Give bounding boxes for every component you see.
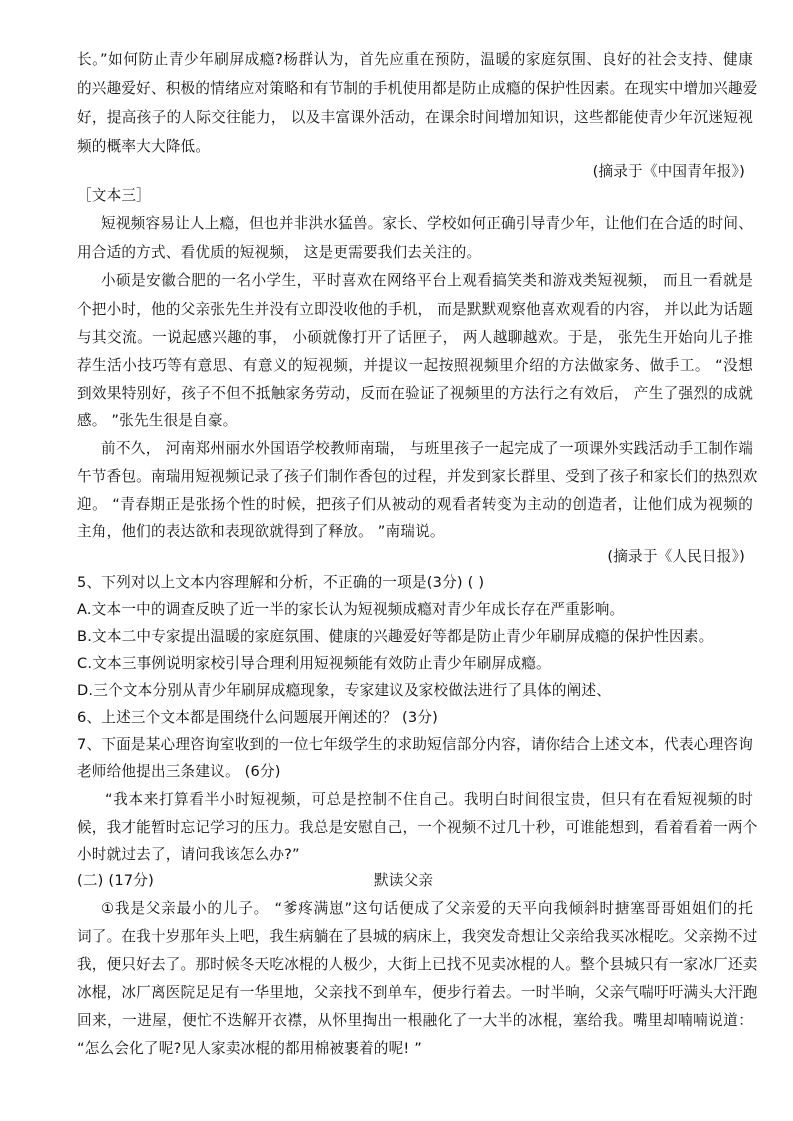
- question-7: 7、下面是某心理咨询室收到的一位七年级学生的求助短信部分内容，请你结合上述文本，代表心理咨询: [77, 736, 753, 753]
- text-line: 前不久， 河南郑州丽水外国语学校教师南瑞， 与班里孩子一起完成了一项课外实践活动手工制作端: [101, 440, 753, 457]
- text-line: 冰棍，冰厂离医院足足有一华里地，父亲找不到单车，便步行着去。一时半晌，父亲气喘吁吁满头大汗跑: [77, 984, 758, 1001]
- text-line: 感。 ”张先生很是自豪。: [77, 412, 238, 429]
- text-line: 与其交流。一说起感兴趣的事， 小硕就像打开了话匣子， 两人越聊越欢。于是， 张先生开始向儿子推: [77, 329, 753, 346]
- text-line: 迎。 “青春期正是张扬个性的时候，把孩子们从被动的观看者转变为主动的创造者，让他们成为视频的: [77, 496, 753, 513]
- quote-line: 小时就过去了，请问我该怎么办?”: [77, 846, 300, 863]
- text-line: 短视频容易让人上瘾，但也并非洪水猛兽。家长、学校如何正确引导青少年，让他们在合适的时间、: [101, 215, 753, 232]
- source-citation: (摘录于《中国青年报》): [592, 163, 745, 180]
- option-b: B.文本二中专家提出温暖的家庭氛围、健康的兴趣爱好等都是防止青少年刷屏成瘾的保护性因素。: [77, 628, 714, 645]
- text-line: 好，提高孩子的人际交往能力， 以及丰富课外活动，在课余时间增加知识，这些都能使青少年沉迷短视: [77, 109, 753, 126]
- text-line: 词了。在我十岁那年头上吧，我生病躺在了县城的病床上，我突发奇想让父亲给我买冰棍吃。父亲拗不过: [77, 928, 758, 945]
- text-line: 个把小时，他的父亲张先生并没有立即没收他的手机， 而是默默观察他喜欢观看的内容， 并以此为话题: [77, 301, 753, 318]
- text-line: 的兴趣爱好、积极的情绪应对策略和有节制的手机使用都是防止成瘾的保护性因素。在现实中增加兴趣爱: [77, 80, 758, 97]
- question-6: 6、上述三个文本都是围绕什么问题展开阐述的？ (3分): [77, 709, 439, 726]
- text-line: 老师给他提出三条建议。 (6分): [77, 763, 281, 780]
- text-line: 小硕是安徽合肥的一名小学生，平时喜欢在网络平台上观看搞笑类和游戏类短视频， 而且一看就是: [101, 272, 753, 289]
- text-line: 回来，一进屋，便忙不迭解开衣襟，从怀里掏出一根融化了一大半的冰棍，塞给我。嘴里却喃喃说道：: [77, 1012, 753, 1029]
- text-line: 荐生活小技巧等有意思、有意义的短视频，并提议一起按照视频里介绍的方法做家务、做手工。 “没想: [77, 357, 753, 374]
- text-line: 用合适的方式、看优质的短视频， 这是更需要我们去关注的。: [77, 244, 482, 261]
- article-title: 默读父亲: [374, 872, 434, 889]
- option-a: A.文本一中的调查反映了近一半的家长认为短视频成瘾对青少年成长存在严重影响。: [77, 601, 625, 618]
- question-5: 5、下列对以上文本内容理解和分析，不正确的一项是(3分) ( ): [77, 574, 485, 591]
- text-line: ①我是父亲最小的儿子。 “爹疼满崽”这句话便成了父亲爱的天平向我倾斜时搪塞哥哥姐姐们的托: [101, 900, 753, 917]
- text-line: 频的概率大大降低。: [77, 138, 211, 155]
- option-d: D.三个文本分别从青少年刷屏成瘾现象，专家建议及家校做法进行了具体的阐述、: [77, 682, 612, 699]
- quote-line: 候，我才能暂时忘记学习的压力。我总是安慰自己，一个视频不过几十秒，可谁能想到，看着看着一两个: [77, 819, 758, 836]
- text-line: 我，便只好去了。那时候冬天吃冰棍的人极少，大街上已找不见卖冰棍的人。整个县城只有一家冰厂还卖: [77, 956, 758, 973]
- option-c: C.文本三事例说明家校引导合理利用短视频能有效防止青少年刷屏成瘾。: [77, 655, 551, 672]
- text-line: 到效果特别好，孩子不但不抵触家务劳动，反而在验证了视频里的方法行之有效后， 产生了强烈的成就: [77, 385, 753, 402]
- section-label: (二) (17分): [77, 872, 154, 889]
- text-line: 主角，他们的表达欲和表现欲就得到了释放。 ”南瑞说。: [77, 523, 445, 540]
- text-line: 长。”如何防止青少年刷屏成瘾?杨群认为，首先应重在预防，温暖的家庭氛围、良好的社会支持、健康: [77, 51, 753, 68]
- quote-line: “我本来打算看半小时短视频，可总是控制不住自己。我明白时间很宝贵，但只有在看短视频的时: [105, 791, 753, 808]
- source-citation: (摘录于《人民日报》): [607, 548, 745, 565]
- text-line: “怎么会化了呢?见人家卖冰棍的都用棉被裹着的呢! ”: [77, 1040, 423, 1057]
- text-line: 午节香包。南瑞用短视频记录了孩子们制作香包的过程，并发到家长群里、受到了孩子和家长们的热烈欢: [77, 468, 758, 485]
- section-label: ［文本三］: [77, 187, 151, 204]
